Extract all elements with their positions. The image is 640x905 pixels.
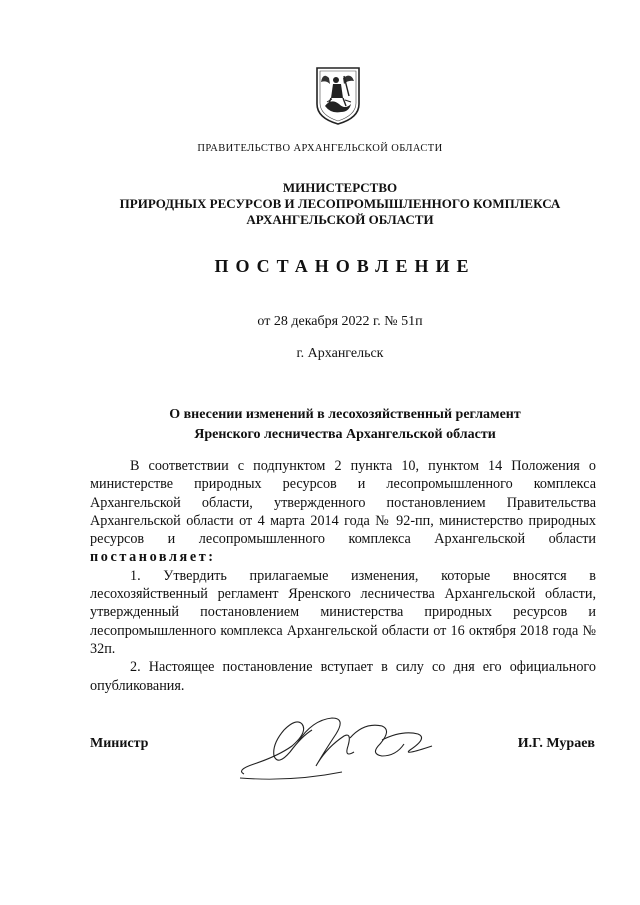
ministry-name-line: ПРИРОДНЫХ РЕСУРСОВ И ЛЕСОПРОМЫШЛЕННОГО КОМПЛЕКСА [119,196,561,211]
preamble-paragraph [90,457,596,567]
ministry-name-line: МИНИСТЕРСТВО [282,180,398,195]
ministry-name-line: АРХАНГЕЛЬСКОЙ ОБЛАСТИ [246,212,434,227]
document-date-number: от 28 декабря 2022 г. № 51п [257,314,423,329]
signatory-name: И.Г. Мураев [517,736,595,751]
government-name: ПРАВИТЕЛЬСТВО АРХАНГЕЛЬСКОЙ ОБЛАСТИ [197,143,443,154]
preamble-text: В соответствии с подпунктом 2 пункта 10, пунктом 14 Положения о министерстве природных ресурсов и лесопромышленного комплекса Архангельской области, утвержденного постановлением Правительства Архангельской области от 4 марта 2014 года № 92-пп, министерство природных ресурсов и лесопромышленного комплекса Архангельской области [90,458,596,548]
resolves-word: постановляет: [90,549,216,566]
document-body [90,457,596,695]
signatory-role: Министр [90,736,149,751]
document-city: г. Архангельск [296,346,384,361]
document-subject [0,405,640,445]
document-type-title: ПОСТАНОВЛЕНИЕ [214,256,476,276]
subject-line: Яренского лесничества Архангельской области [194,427,496,442]
item-1-paragraph: 1. Утвердить прилагаемые изменения, которые вносятся в лесохозяйственный регламент Яренского лесничества Архангельской области, утвержденный постановлением министерства природных ресурсов и лесопромышленного комплекса Архангельской области от 16 октября 2018 года № 32п. [90,567,596,657]
handwritten-signature [232,712,442,784]
arkhangelsk-coat-of-arms-icon [315,66,361,126]
item-2-paragraph: 2. Настоящее постановление вступает в силу со дня его официального опубликования. [90,659,596,694]
subject-line: О внесении изменений в лесохозяйственный регламент [169,407,521,422]
ministry-name [0,180,640,228]
